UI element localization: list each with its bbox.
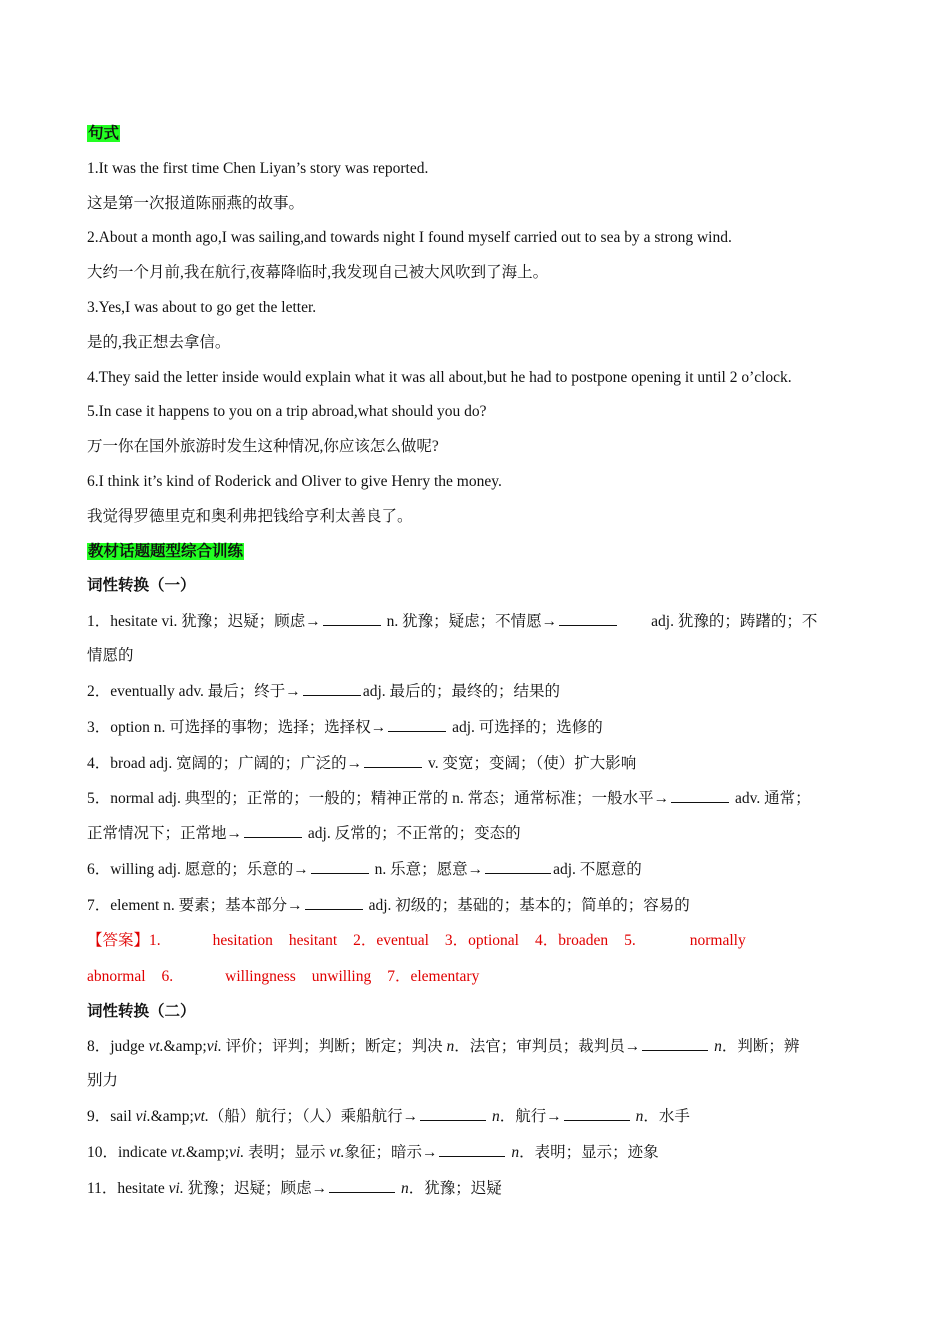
sentence-6-zh: 我觉得罗德里克和奥利弗把钱给亨利太善良了。 — [87, 507, 413, 525]
section-title-sentences: 句式 — [88, 125, 120, 142]
question-5-wrap: 正常情况下；正常地→ adj. 反常的；不正常的；变态的 — [87, 825, 521, 843]
answer-blank[interactable] — [420, 1106, 486, 1121]
answer-blank[interactable] — [485, 859, 551, 874]
sentence-2-en: 2.About a month ago,I was sailing,and towards night I found myself carried out to sea by a strong wind. — [87, 229, 732, 247]
answer-blank[interactable] — [311, 859, 369, 874]
answer-blank[interactable] — [671, 788, 729, 803]
answer-key-wrap: abnormal 6. willingness unwilling 7．elementary — [87, 967, 480, 985]
answer-blank[interactable] — [329, 1178, 395, 1193]
question-3: 3．option n. 可选择的事物；选择；选择权→ adj. 可选择的；选修的 — [87, 718, 603, 736]
answer-blank[interactable] — [559, 611, 617, 626]
question-1-wrap: 情愿的 — [87, 647, 134, 665]
question-9: 9．sail vi.&amp;vt.（船）航行；（人）乘船航行→ n．航行→ n．水手 — [87, 1108, 690, 1126]
section-title-training: 教材话题题型综合训练 — [88, 542, 244, 560]
sentence-3-en: 3.Yes,I was about to go get the letter. — [87, 298, 317, 316]
answer-blank[interactable] — [439, 1142, 505, 1157]
question-8-wrap: 别力 — [87, 1072, 119, 1090]
question-10: 10．indicate vt.&amp;vi. 表明；显示 vt.象征；暗示→ n．表明；显示；迹象 — [87, 1143, 659, 1161]
section-title-conversion-1: 词性转换（一） — [87, 577, 196, 595]
question-7: 7．element n. 要素；基本部分→ adj. 初级的；基础的；基本的；简单的；容易的 — [87, 896, 690, 914]
sentence-2-zh: 大约一个月前,我在航行,夜幕降临时,我发现自己被大风吹到了海上。 — [87, 264, 549, 282]
sentence-3-zh: 是的,我正想去拿信。 — [87, 333, 231, 351]
question-8: 8．judge vt.&amp;vi. 评价；评判；判断；断定；判决 n．法官；审判员；裁判员→ n．判断；辨 — [87, 1038, 800, 1056]
section-title-conversion-2: 词性转换（二） — [87, 1002, 196, 1020]
answer-blank[interactable] — [388, 717, 446, 732]
sentence-6-en: 6.I think it’s kind of Roderick and Oliver to give Henry the money. — [87, 472, 502, 490]
question-11: 11．hesitate vi. 犹豫；迟疑；顾虑→ n．犹豫；迟疑 — [87, 1179, 502, 1197]
answer-key: 【答案】1. hesitation hesitant 2．eventual 3．optional 4．broaden 5. normally — [87, 931, 746, 949]
question-1: 1．hesitate vi. 犹豫；迟疑；顾虑→ n. 犹豫；疑虑；不情愿→ adj. 犹豫的；踌躇的；不 — [87, 613, 818, 631]
sentence-1-zh: 这是第一次报道陈丽燕的故事。 — [87, 194, 305, 212]
answer-blank[interactable] — [244, 823, 302, 838]
sentence-5-zh: 万一你在国外旅游时发生这种情况,你应该怎么做呢? — [87, 438, 439, 456]
answer-blank[interactable] — [305, 895, 363, 910]
sentence-1-en: 1.It was the first time Chen Liyan’s story was reported. — [87, 159, 429, 177]
answer-blank[interactable] — [303, 681, 361, 696]
answer-blank[interactable] — [364, 753, 422, 768]
question-5: 5．normal adj. 典型的；正常的；一般的；精神正常的 n. 常态；通常标准；一般水平→ adv. 通常； — [87, 790, 811, 808]
answer-blank[interactable] — [323, 611, 381, 626]
question-4: 4．broad adj. 宽阔的；广阔的；广泛的→ v. 变宽；变阔；（使）扩大影响 — [87, 754, 637, 772]
sentence-4-en: 4.They said the letter inside would explain what it was all about,but he had to postpone opening it until 2 o’clock. — [87, 368, 792, 386]
question-2: 2．eventually adv. 最后；终于→ adj. 最后的；最终的；结果的 — [87, 682, 560, 700]
sentence-5-en: 5.In case it happens to you on a trip abroad,what should you do? — [87, 403, 487, 421]
question-6: 6．willing adj. 愿意的；乐意的→ n. 乐意；愿意→ adj. 不愿意的 — [87, 861, 642, 879]
answer-blank[interactable] — [564, 1106, 630, 1121]
answer-blank[interactable] — [642, 1036, 708, 1051]
document-page — [87, 124, 867, 1214]
